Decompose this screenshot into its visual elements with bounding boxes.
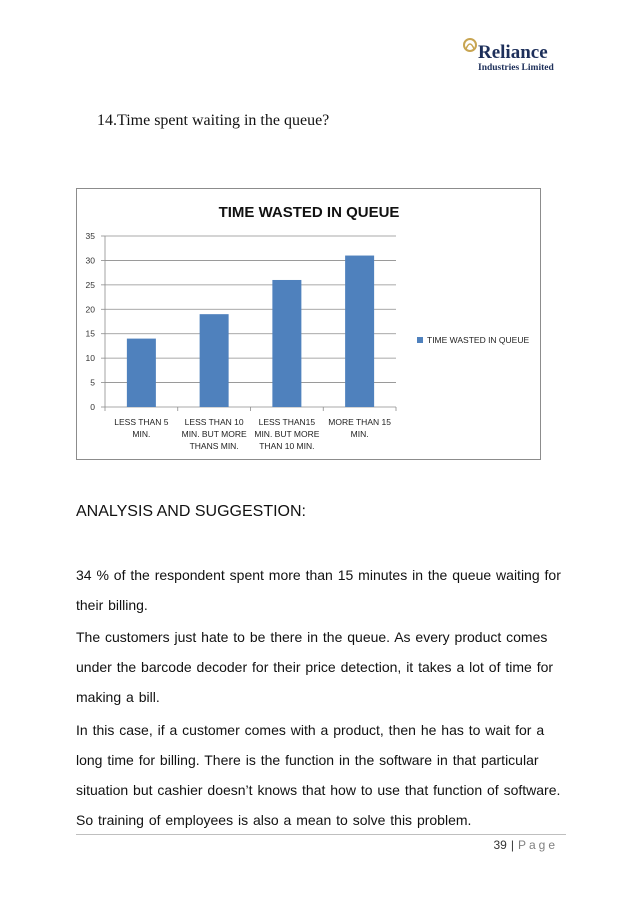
bar-chart: [77, 189, 542, 461]
x-tick-label: MIN.: [132, 429, 151, 439]
x-tick-label: MIN.: [350, 429, 369, 439]
y-tick-label: 30: [85, 255, 95, 266]
chart-container: [76, 188, 541, 460]
bar: [200, 314, 229, 407]
x-tick-label: THAN 10 MIN.: [259, 441, 315, 451]
legend-label: TIME WASTED IN QUEUE: [427, 335, 530, 345]
y-tick-label: 15: [85, 328, 95, 339]
x-tick-label: LESS THAN 10: [184, 417, 244, 427]
x-tick-label: MORE THAN 15: [328, 417, 391, 427]
page-number: 39: [493, 838, 507, 852]
question-title: 14.Time spent waiting in the queue?: [97, 112, 330, 129]
y-tick-label: 5: [90, 377, 95, 388]
analysis-paragraph: In this case, if a customer comes with a product, then he has to wait for a long time for billing. There is the function in the software in that particular situation but cashier doesn’t knows that how to use that function of software. So training of employees is also a mean to solve this problem.: [76, 722, 561, 828]
bar: [127, 339, 156, 407]
x-tick-label: MIN. BUT MORE: [254, 429, 320, 439]
legend-swatch: [417, 337, 423, 343]
x-tick-label: MIN. BUT MORE: [181, 429, 247, 439]
logo-subtitle: Industries Limited: [478, 63, 554, 73]
x-tick-label: LESS THAN15: [258, 417, 316, 427]
y-tick-label: 10: [85, 353, 95, 364]
chart-title: TIME WASTED IN QUEUE: [218, 204, 400, 221]
analysis-heading: ANALYSIS AND SUGGESTION:: [76, 503, 306, 520]
bar: [272, 280, 301, 407]
analysis-paragraph: 34 % of the respondent spent more than 15 minutes in the queue waiting for their billing.: [76, 567, 561, 613]
y-tick-label: 0: [90, 402, 95, 412]
logo-name: Reliance: [478, 42, 548, 63]
page-footer: [493, 838, 558, 852]
y-tick-label: 35: [85, 231, 95, 241]
analysis-paragraph: The customers just hate to be there in the queue. As every product comes under the barcode decoder for their price detection, it takes a lot of time for making a bill.: [76, 629, 554, 705]
bar: [345, 256, 374, 407]
footer-separator: |: [510, 838, 514, 852]
x-tick-label: LESS THAN 5: [114, 417, 169, 427]
y-tick-label: 20: [85, 304, 95, 315]
y-tick-label: 25: [85, 279, 95, 290]
page-label: Page: [517, 838, 558, 852]
footer-divider: [76, 834, 566, 835]
x-tick-label: THANS MIN.: [189, 441, 239, 451]
